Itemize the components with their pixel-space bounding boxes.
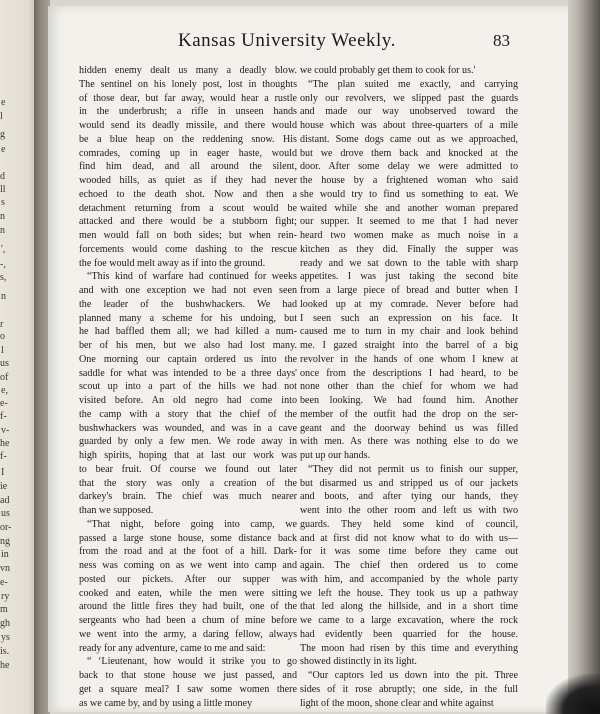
text-line: One morning our captain ordered us into the [79, 353, 297, 365]
text-line: cooked and eaten, while the men were sitting [79, 587, 297, 599]
facing-page-fragment: v- [1, 425, 10, 436]
text-column-right [300, 64, 518, 710]
text-line: the camp with a story that the chief of the [79, 408, 297, 420]
text-line: The moon had risen by this time and everything [300, 642, 518, 654]
text-line: we went into the army, a daring fellow, always [79, 628, 297, 640]
text-line: posted our pickets. After our supper was [79, 573, 297, 585]
text-line: “This kind of warfare had continued for weeks [87, 271, 297, 283]
text-line: had evidently been quarried for the house. [300, 628, 518, 640]
text-line: “Our captors led us down into the pit. Three [308, 670, 518, 681]
text-line: that led along the hillside, and in a short time [300, 601, 518, 613]
text-line: around the little fires they had built, one of the [79, 601, 297, 613]
facing-page-fragment: f- [0, 411, 7, 422]
text-line: with him, and accompanied by the whole party [300, 573, 518, 585]
text-line: passed a large stone house, some distance back [79, 532, 297, 544]
facing-page-fragment: m [0, 604, 8, 615]
text-line: our supper. It seemed to me that I had never [300, 216, 518, 228]
text-line: showed distinctly in its light. [300, 656, 417, 668]
text-line: be a blue heap on the reddening snow. His [79, 133, 297, 145]
facing-page-fragment: e [1, 144, 6, 155]
facing-page-fragment: e, [1, 385, 8, 396]
text-line: The sentinel on his lonely post, lost in thoughts [79, 78, 297, 90]
text-line: door. After some delay we were admitted to [300, 161, 518, 173]
scanner-shadow [546, 674, 600, 714]
text-line: the house by a frightened woman who said [300, 175, 518, 186]
text-line: get a square meal? I saw some women there [79, 683, 297, 695]
text-line: me. I gazed straight into the barrel of a big [300, 340, 518, 351]
text-line: revolver in the hands of one whom I knew at [300, 353, 518, 365]
text-line: as we came by, and by using a little money [79, 697, 253, 709]
facing-page-fragment: n [0, 225, 5, 236]
text-line: sides of it rose abruptly; one side, in the full [300, 683, 518, 695]
facing-page-fragment: d [0, 171, 5, 182]
facing-page-fragment: gh [0, 618, 10, 629]
text-line: but disarmed us and stripped us of our jackets [300, 477, 518, 489]
text-line: in the underbrush; a rifle in unseen hands [79, 106, 297, 118]
facing-page-fragment: I [1, 467, 5, 478]
text-line: than we supposed. [79, 505, 154, 516]
text-line: I seen such an expression on his face. It [300, 312, 518, 324]
text-line: distant. Some dogs came out as we approached, [300, 133, 518, 145]
page-header [150, 30, 510, 54]
text-line: ber of his men, but we also had lost many. [79, 340, 297, 351]
page-number: 83 [493, 31, 510, 50]
text-line: “The plan suited me exactly, and carrying [308, 78, 518, 90]
text-line: attacked and there would be a stubborn fight; [79, 216, 297, 228]
text-line: visited before. An old negro had come into [79, 395, 297, 406]
text-line: again. The chief then ordered us to come [300, 560, 518, 571]
text-line: of those dear, but far away, would hear a rustle [79, 92, 297, 104]
facing-page-fragment: ', [1, 244, 6, 255]
facing-page-fragment: ry [1, 591, 10, 602]
text-line: appetites. I was just taking the second bite [300, 271, 518, 283]
facing-page-fragment: -, [0, 259, 6, 270]
facing-page-fragment: is. [0, 646, 10, 657]
text-line: kitchen as they did. Finally the supper was [300, 243, 518, 255]
facing-page-fragment: r [0, 319, 4, 330]
text-line: sergeants who had been a chum of mine before [79, 615, 297, 626]
text-line: house which was about three-quarters of a mile [300, 120, 518, 131]
text-column-left [79, 64, 297, 710]
text-line: none other than the chief for whom we had [300, 381, 518, 393]
text-line: echoed to the death shot. Now and then a [79, 188, 297, 200]
facing-page-fragment: n [0, 211, 5, 222]
facing-page-fragment: s [1, 197, 5, 208]
text-line: ness was coming on as we went into camp and [79, 560, 297, 571]
text-line: looked up at my comrade. Never before had [300, 298, 518, 310]
facing-page-fragment: l [1, 345, 4, 356]
facing-page-fragment: us [0, 358, 9, 369]
text-line: she would try to find us something to eat. We [300, 188, 518, 200]
text-line: forcements would come dashing to the rescue [79, 243, 297, 255]
facing-page-fragment: ys [1, 632, 10, 643]
text-line: been looking. We had found him. Another [300, 395, 518, 406]
text-line: scout up into a part of the hills we had not [79, 381, 297, 393]
text-line: “They did not permit us to finish our supper, [308, 463, 518, 475]
text-line: and at first did not know what to do with us— [300, 532, 518, 544]
text-line: geant and the doorway behind us was filled [300, 422, 518, 434]
text-line: “That night, before going into camp, we [87, 518, 297, 530]
facing-page-fragment: e [1, 97, 6, 108]
text-line: went into the other room and left us with two [300, 505, 518, 516]
text-line: saddle for what was intended to be a three days' [79, 367, 297, 379]
page-stack-edge [568, 0, 600, 714]
text-line: from a large piece of bread and butter when I [300, 285, 518, 296]
text-line: and boots, and after tying our hands, they [300, 491, 518, 503]
text-line: waited while she and another woman prepared [300, 202, 518, 214]
text-line: member of the outfit had the drop on the ser- [300, 408, 518, 420]
text-line: “ ‘Lieutenant, how would it strike you to go [87, 656, 297, 668]
text-line: planned many a scheme for his undoing, but [79, 312, 297, 324]
text-line: and with one exception we had not even seen [79, 285, 297, 296]
text-line: put up our hands. [300, 450, 371, 461]
text-line: but we drove them back and knocked at the [300, 147, 518, 159]
text-line: heard two women make as much noise in a [300, 230, 518, 241]
facing-page-fragment: of [0, 372, 9, 383]
text-line: back to that stone house we just passed, and [79, 670, 297, 681]
facing-page-fragment: o [0, 331, 5, 342]
text-line: for it was some time before they came out [300, 546, 518, 558]
text-line: darkey's brain. The chief was much nearer [79, 491, 297, 503]
facing-page-fragment: us [1, 508, 10, 519]
text-line: the foe would melt away as if into the ground. [79, 257, 266, 269]
facing-page-fragment: ll [0, 184, 6, 195]
text-line: the leader of the bushwhackers. We had [79, 298, 297, 310]
facing-page-fragment: or- [0, 522, 12, 533]
facing-page-fragment: vn [0, 563, 10, 574]
text-line: only our revolvers, we slipped past the guards [300, 92, 518, 104]
text-line: high spirits, hoping that at last our work was [79, 450, 297, 461]
facing-page-fragment: he [0, 438, 10, 449]
facing-page-fragment: f- [0, 451, 7, 462]
facing-page-fragment: s, [0, 272, 7, 283]
facing-page-fragment: in [1, 549, 9, 560]
text-line: we left the house. They took us up a pathway [300, 587, 518, 599]
facing-page-fragment: l [0, 111, 3, 122]
text-line: we came to a large excavation, where the rock [300, 615, 518, 626]
facing-page-fragment: ad [0, 495, 10, 506]
text-line: caused me to turn in my chair and look behind [300, 326, 518, 338]
text-line: to bear fruit. Of course we found out later [79, 463, 297, 475]
text-line: detachment returning from a scout would be [79, 202, 297, 214]
text-line: men would fall on both sides; but when rein- [79, 230, 297, 241]
running-title: Kansas University Weekly. [178, 30, 396, 51]
text-line: once from the descriptions I had heard, to be [300, 367, 518, 379]
text-line: he had baffled them all; we had killed a num- [79, 326, 297, 338]
text-line: we could probably get them to cook for us.' [300, 65, 476, 76]
facing-page-fragment: he [0, 660, 10, 671]
text-line: find him dead, and all around the silent, [79, 161, 297, 173]
facing-page-fragment: e- [0, 577, 8, 588]
text-line: wooded hills, as quiet as if they had never [79, 175, 297, 186]
facing-page-fragment: g [0, 129, 5, 140]
text-line: with men. As there was nothing else to do we [300, 436, 518, 448]
text-line: hidden enemy dealt us many a deadly blow. [79, 65, 297, 76]
text-line: ready for any adventure, came to me and said: [79, 642, 266, 654]
text-line: comrades, coming up in eager haste, would [79, 147, 297, 159]
text-line: bushwhackers was wounded, and was in a cave [79, 422, 297, 434]
text-line: guards. They held some kind of council, [300, 518, 518, 530]
text-line: would send its deadly missile, and there would [79, 120, 297, 131]
facing-page-fragment: ng [0, 536, 10, 547]
facing-page-fragment: ie [0, 481, 8, 492]
text-line: that the story was only a creation of the [79, 477, 297, 489]
text-line: ready and we sat down to the table with sharp [300, 257, 518, 269]
text-line: guarded by only a few men. We rode away in [79, 436, 297, 448]
facing-page-fragment: n [1, 291, 6, 302]
text-line: and made our way unobserved toward the [300, 106, 518, 118]
text-line: light of the moon, shone clear and white against [300, 697, 494, 709]
facing-page-fragment: e- [0, 398, 8, 409]
text-line: from the road and at the foot of a hill. Dark- [79, 546, 297, 558]
